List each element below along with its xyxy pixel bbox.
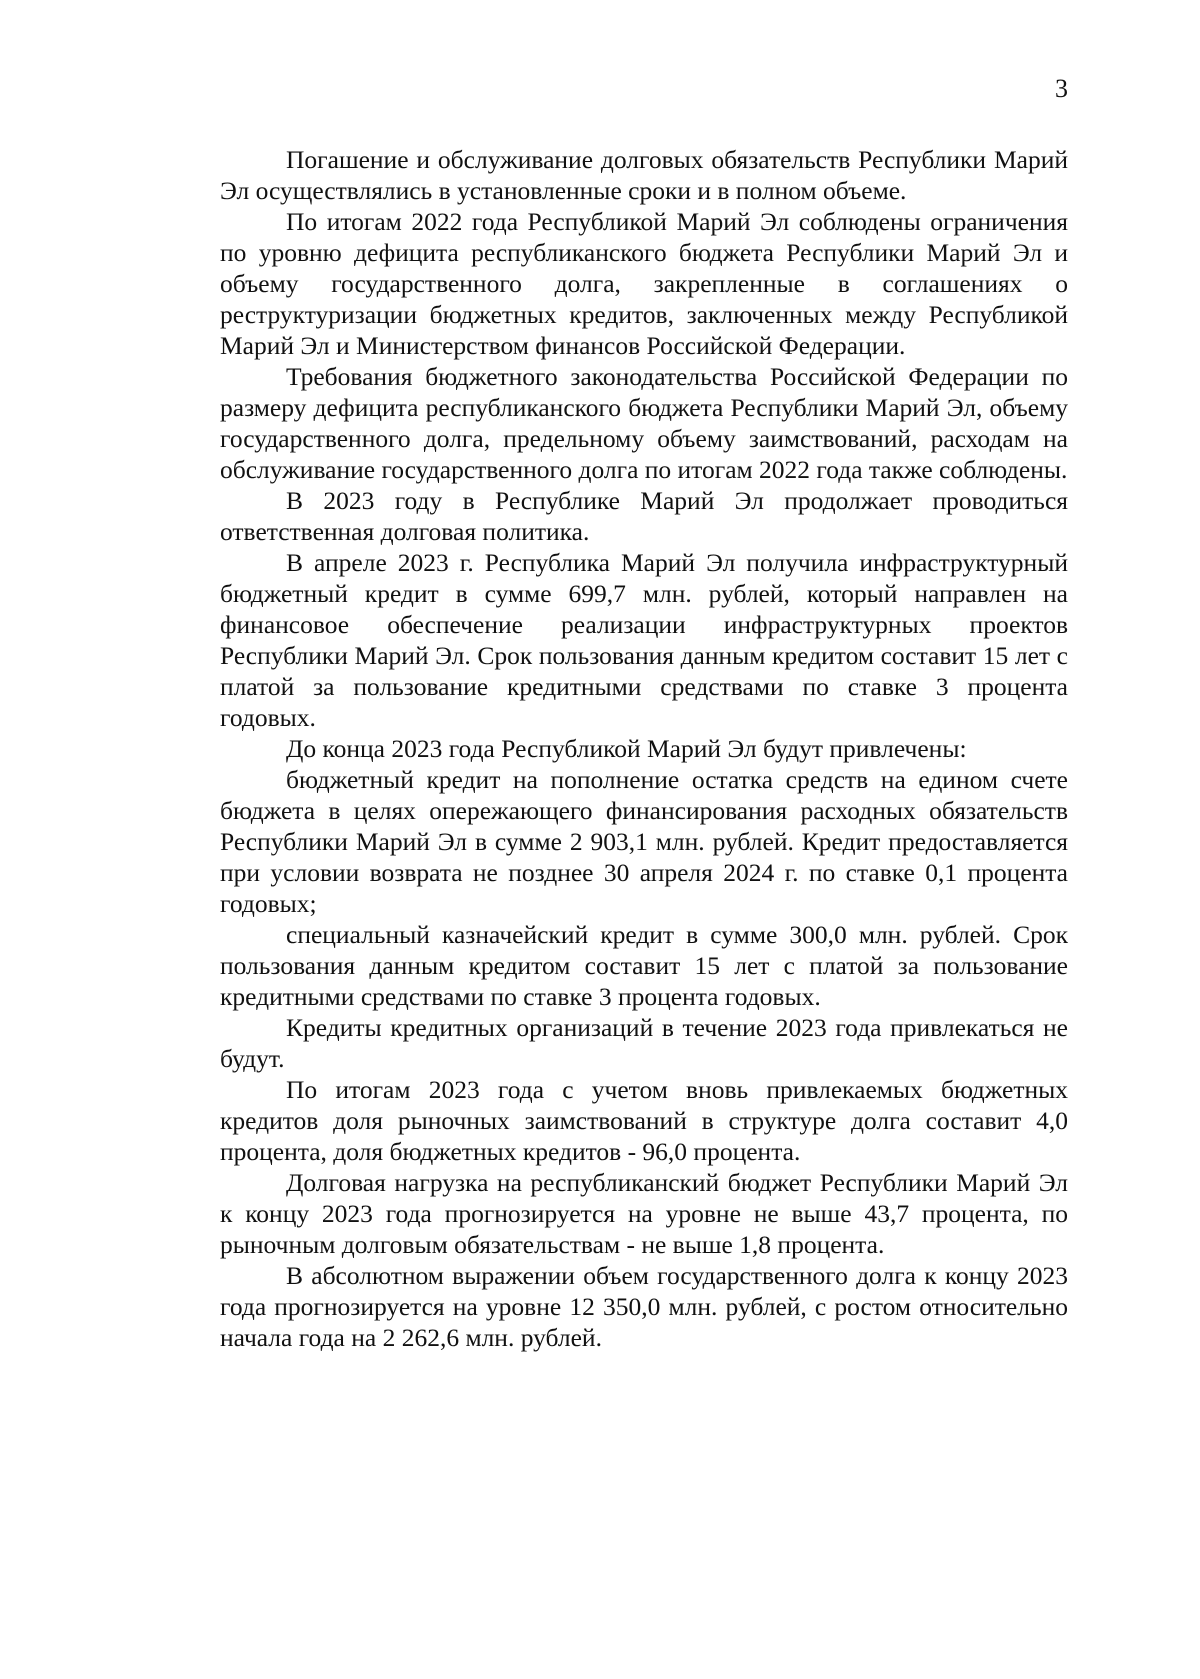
paragraph-budget-credit: бюджетный кредит на пополнение остатка средств на едином счете бюджета в целях опережающего финансирования расходных обязательств Республики Марий Эл в сумме 2 903,1 млн. рублей. Кредит предоставляется при условии возврата не позднее 30 апреля 2024 г. по ставке 0,1 процента годовых; bbox=[220, 765, 1068, 918]
paragraph-debt-policy-2023: В 2023 году в Республике Марий Эл продолжает проводиться ответственная долговая политика. bbox=[220, 486, 1068, 546]
paragraph-treasury-credit: специальный казначейский кредит в сумме 300,0 млн. рублей. Срок пользования данным кредитом составит 15 лет с платой за пользование кредитными средствами по ставке 3 процента годовых. bbox=[220, 920, 1068, 1011]
document-body bbox=[220, 144, 1068, 1353]
page-number: 3 bbox=[1055, 74, 1068, 103]
paragraph-bank-credits: Кредиты кредитных организаций в течение 2023 года привлекаться не будут. bbox=[220, 1013, 1068, 1073]
paragraph-2022-restrictions: По итогам 2022 года Республикой Марий Эл соблюдены ограничения по уровню дефицита республиканского бюджета Республики Марий Эл и объему государственного долга, закрепленные в соглашениях о реструктуризации бюджетных кредитов, заключенных между Республикой Марий Эл и Министерством финансов Российской Федерации. bbox=[220, 207, 1068, 360]
paragraph-infrastructure-credit: В апреле 2023 г. Республика Марий Эл получила инфраструктурный бюджетный кредит в сумме 699,7 млн. рублей, который направлен на финансовое обеспечение реализации инфраструктурных проектов Республики Марий Эл. Срок пользования данным кредитом составит 15 лет с платой за пользование кредитными средствами по ставке 3 процента годовых. bbox=[220, 548, 1068, 732]
paragraph-debt-burden: Долговая нагрузка на республиканский бюджет Республики Марий Эл к концу 2023 года прогнозируется на уровне не выше 43,7 процента, по рыночным долговым обязательствам - не выше 1,8 процента. bbox=[220, 1168, 1068, 1259]
paragraph-budget-legislation: Требования бюджетного законодательства Российской Федерации по размеру дефицита республиканского бюджета Республики Марий Эл, объему государственного долга, предельному объему заимствований, расходам на обслуживание государственного долга по итогам 2022 года также соблюдены. bbox=[220, 362, 1068, 484]
paragraph-debt-volume: В абсолютном выражении объем государственного долга к концу 2023 года прогнозируется на уровне 12 350,0 млн. рублей, с ростом относительно начала года на 2 262,6 млн. рублей. bbox=[220, 1261, 1068, 1352]
paragraph-debt-servicing: Погашение и обслуживание долговых обязательств Республики Марий Эл осуществлялись в установленные сроки и в полном объеме. bbox=[220, 145, 1068, 205]
paragraph-planned-borrowings: До конца 2023 года Республикой Марий Эл будут привлечены: bbox=[286, 734, 967, 763]
paragraph-debt-structure: По итогам 2023 года с учетом вновь привлекаемых бюджетных кредитов доля рыночных заимствований в структуре долга составит 4,0 процента, доля бюджетных кредитов - 96,0 процента. bbox=[220, 1075, 1068, 1166]
